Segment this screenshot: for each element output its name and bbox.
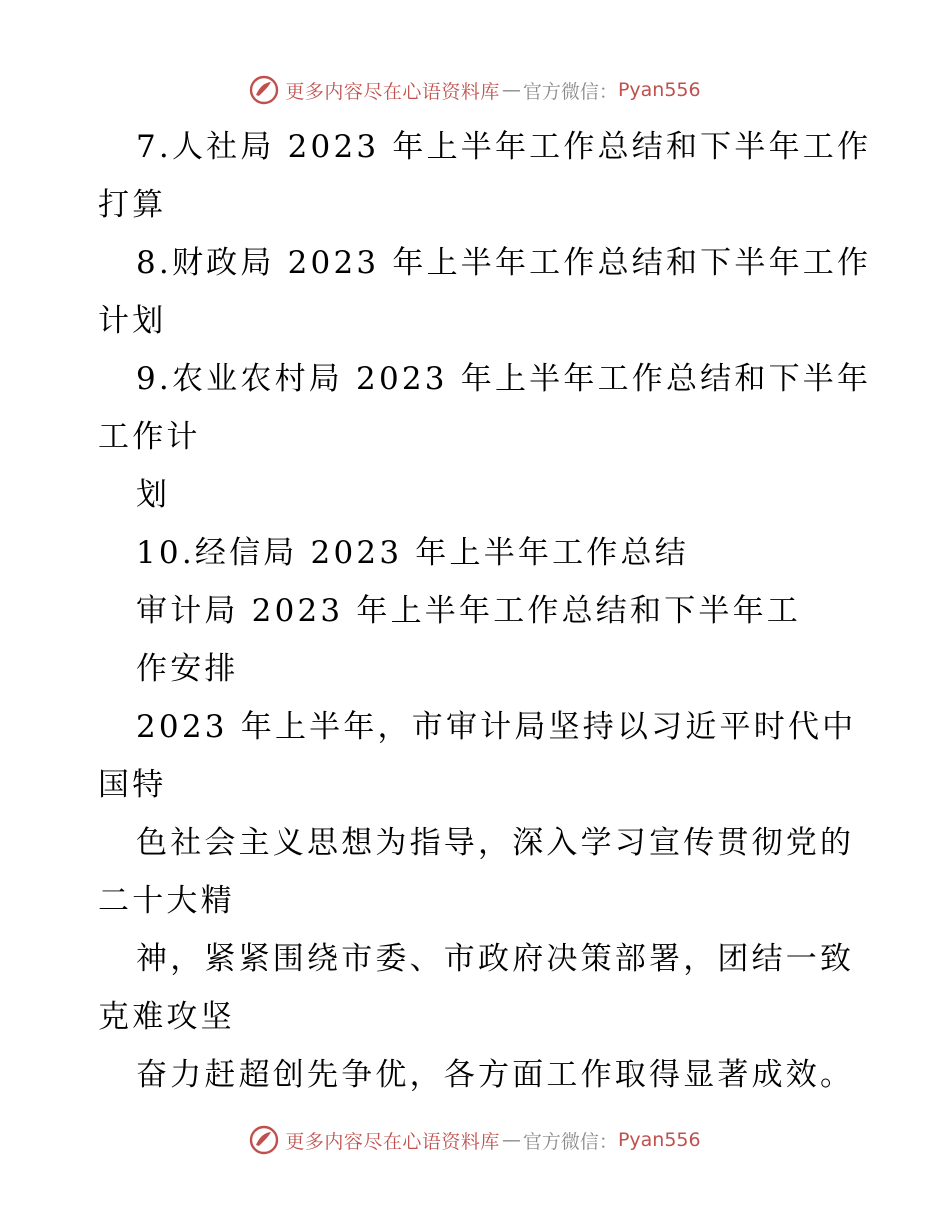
- text-line: 计划: [98, 303, 167, 339]
- text-line: 色社会主义思想为指导，深入学习宣传贯彻党的: [136, 825, 855, 861]
- text-line: 7.人社局 2023 年上半年工作总结和下半年工作: [136, 129, 872, 165]
- pen-logo-icon: [249, 1125, 279, 1155]
- watermark-brand: 更多内容尽在心语资料库: [285, 80, 500, 103]
- text-line: 工作计: [98, 419, 201, 455]
- text-line: 克难攻坚: [98, 999, 235, 1035]
- text-line: 作安排: [136, 651, 239, 687]
- text-line: 打算: [98, 187, 167, 223]
- watermark-separator: —: [501, 1129, 521, 1151]
- footer-watermark: [0, 1122, 950, 1158]
- text-line: 2023 年上半年，市审计局坚持以习近平时代中: [136, 709, 857, 745]
- watermark-label: 官方微信：: [522, 80, 618, 103]
- text-line: 奋力赶超创先争优，各方面工作取得显著成效。: [136, 1057, 855, 1093]
- text-line: 审计局 2023 年上半年工作总结和下半年工: [136, 593, 801, 629]
- watermark-label: 官方微信：: [522, 1130, 618, 1153]
- watermark-account: Pyan556: [617, 1129, 701, 1151]
- text-line: 10.经信局 2023 年上半年工作总结: [136, 535, 689, 571]
- text-line: 9.农业农村局 2023 年上半年工作总结和下半年: [136, 361, 872, 397]
- text-line: 划: [136, 477, 171, 513]
- pen-logo-icon: [249, 75, 279, 105]
- text-line: 神，紧紧围绕市委、市政府决策部署，团结一致: [136, 941, 855, 977]
- watermark-separator: —: [501, 79, 521, 101]
- watermark-brand: 更多内容尽在心语资料库: [285, 1130, 500, 1153]
- text-line: 二十大精: [98, 883, 235, 919]
- header-watermark: [0, 72, 950, 108]
- watermark-account: Pyan556: [617, 79, 701, 101]
- text-line: 国特: [98, 767, 167, 803]
- text-line: 8.财政局 2023 年上半年工作总结和下半年工作: [136, 245, 872, 281]
